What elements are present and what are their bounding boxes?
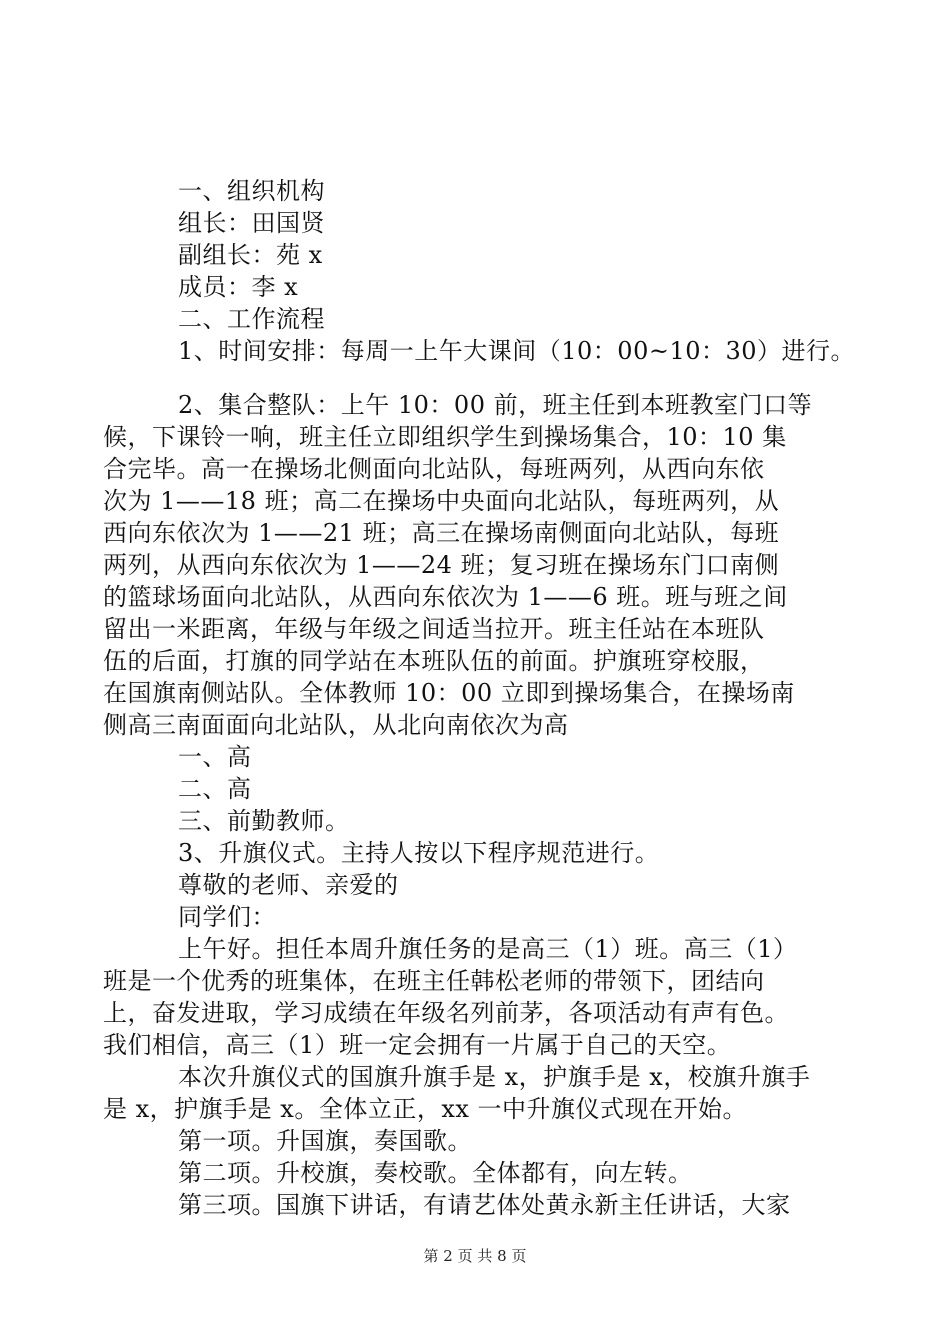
text-line: 1、时间安排：每周一上午大课间（10：00~10：30）进行。 [178, 337, 856, 365]
text-line: 是 x，护旗手是 x。全体立正，xx 一中升旗仪式现在开始。 [103, 1095, 748, 1123]
text-line: 组长：田国贤 [178, 209, 325, 237]
text-line: 成员：李 x [178, 273, 299, 301]
text-line: 3、升旗仪式。主持人按以下程序规范进行。 [178, 839, 660, 867]
text-line: 班是一个优秀的班集体，在班主任韩松老师的带领下，团结向 [103, 967, 765, 995]
text-line: 合完毕。高一在操场北侧面向北站队，每班两列，从西向东依 [103, 455, 765, 483]
text-line: 我们相信，高三（1）班一定会拥有一片属于自己的天空。 [103, 1031, 732, 1059]
section-heading-organization: 一、组织机构 [178, 177, 325, 205]
text-line: 上午好。担任本周升旗任务的是高三（1）班。高三（1） [178, 935, 798, 963]
text-line: 二、高 [178, 775, 252, 803]
text-line: 2、集合整队：上午 10：00 前，班主任到本班教室门口等 [178, 391, 813, 419]
text-line: 本次升旗仪式的国旗升旗手是 x，护旗手是 x，校旗升旗手 [178, 1063, 811, 1091]
text-line: 伍的后面，打旗的同学站在本班队伍的前面。护旗班穿校服， [103, 647, 765, 675]
text-line: 上，奋发进取，学习成绩在年级名列前茅，各项活动有声有色。 [103, 999, 789, 1027]
text-line: 的篮球场面向北站队，从西向东依次为 1——6 班。班与班之间 [103, 583, 788, 611]
text-line: 留出一米距离，年级与年级之间适当拉开。班主任站在本班队 [103, 615, 765, 643]
text-line: 尊敬的老师、亲爱的 [178, 871, 399, 899]
page-number-label: 第 2 页 共 8 页 [423, 1247, 527, 1265]
text-line: 副组长：苑 x [178, 241, 323, 269]
text-line: 一、高 [178, 743, 252, 771]
text-line: 三、前勤教师。 [178, 807, 350, 835]
page-footer [0, 1246, 950, 1266]
text-line: 在国旗南侧站队。全体教师 10：00 立即到操场集合，在操场南 [103, 679, 795, 707]
text-line: 次为 1——18 班；高二在操场中央面向北站队，每班两列，从 [103, 487, 780, 515]
section-heading-workflow: 二、工作流程 [178, 305, 325, 333]
text-line: 第三项。国旗下讲话，有请艺体处黄永新主任讲话，大家 [178, 1191, 791, 1219]
text-line: 候，下课铃一响，班主任立即组织学生到操场集合，10：10 集 [103, 423, 787, 451]
text-line: 西向东依次为 1——21 班；高三在操场南侧面向北站队，每班 [103, 519, 780, 547]
text-line: 侧高三南面面向北站队，从北向南依次为高 [103, 711, 569, 739]
text-line: 两列，从西向东依次为 1——24 班；复习班在操场东门口南侧 [103, 551, 780, 579]
text-line: 第二项。升校旗，奏校歌。全体都有，向左转。 [178, 1159, 693, 1187]
text-line: 同学们： [178, 903, 276, 931]
text-line: 第一项。升国旗，奏国歌。 [178, 1127, 472, 1155]
